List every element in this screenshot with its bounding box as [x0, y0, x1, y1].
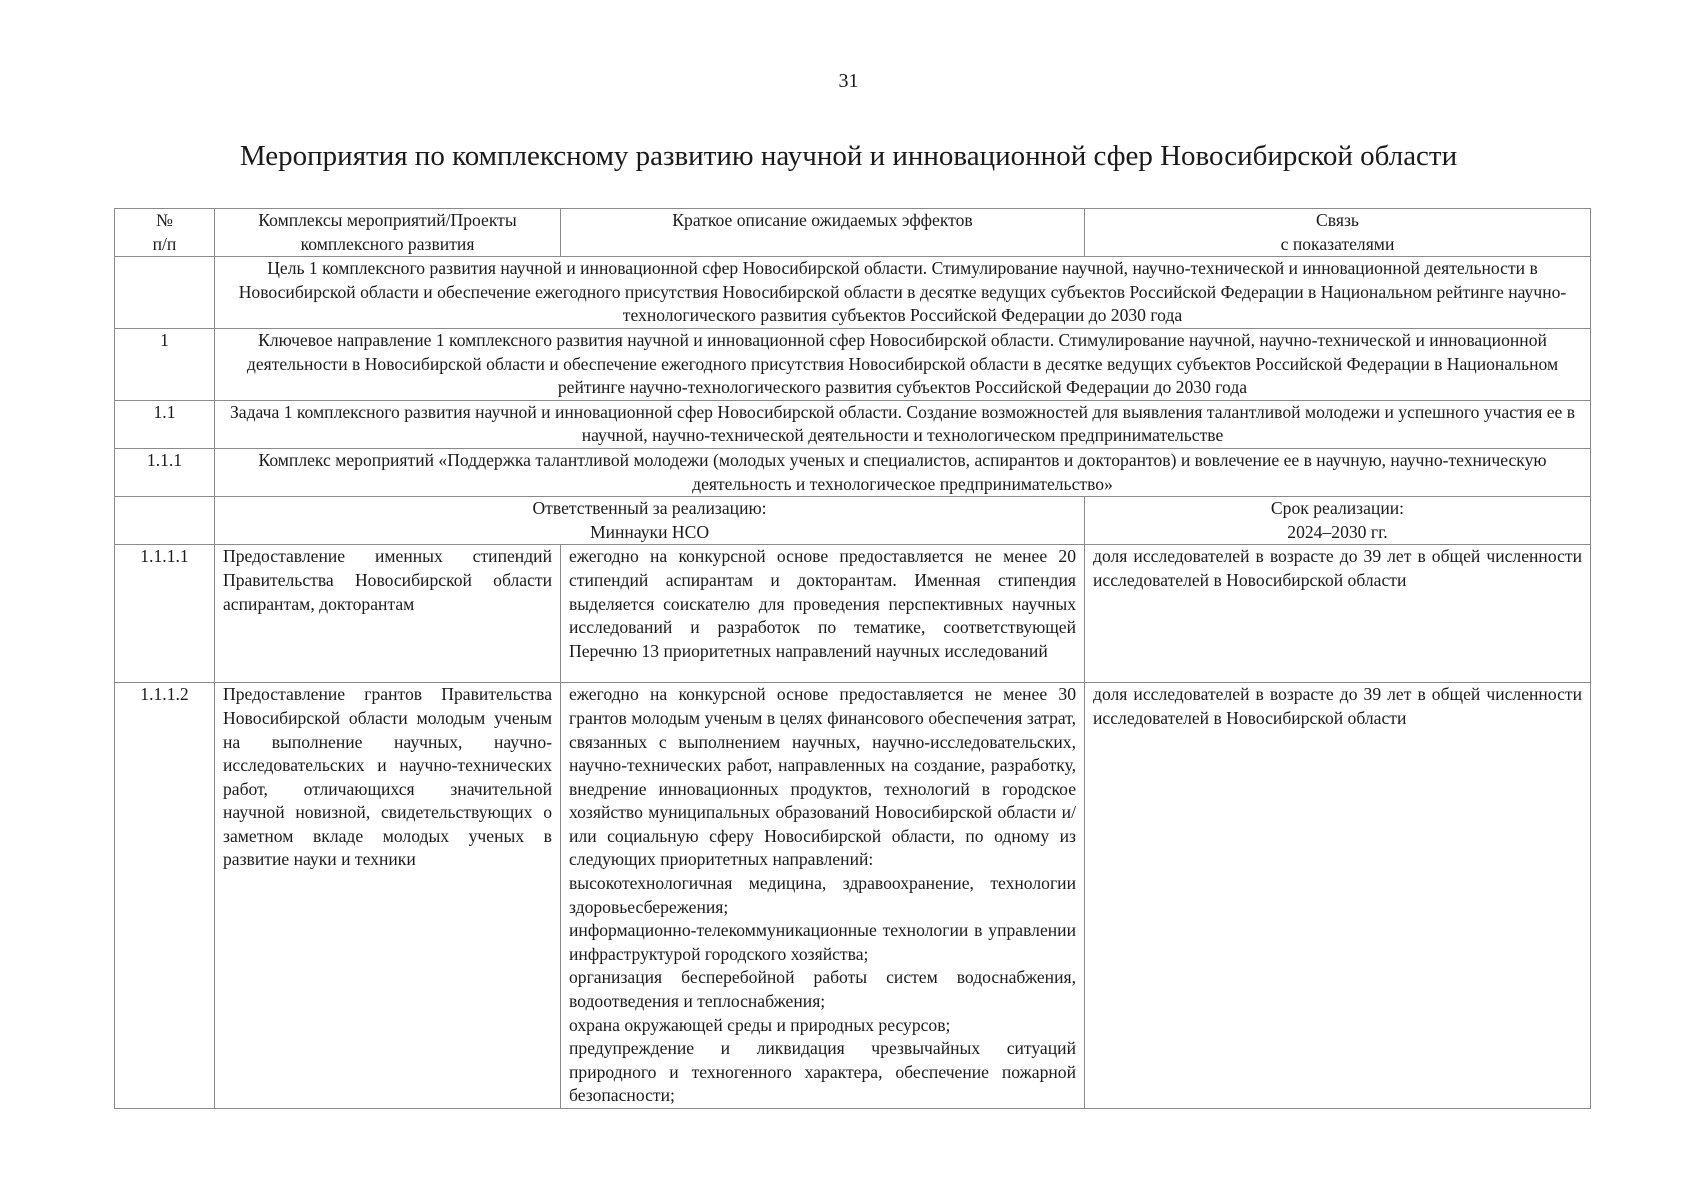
effects-line: ежегодно на конкурсной основе предоставляется не менее 30 грантов молодым ученым в целях финансового обеспечения затрат, связанных с выполнением научных, научно-исследовательских, научно-технических работ, направленных на создание, разработку, внедрение инновационных продуктов, технологий в городское хозяйство муниципальных образований Новосибирской области и/или социальную сферу Новосибирской области, по одному из следующих приоритетных направлений:: [569, 684, 1076, 870]
task-number: 1.1: [115, 400, 215, 448]
row-effects: [561, 545, 1085, 683]
row-effects: [561, 683, 1085, 1109]
direction-number: 1: [115, 328, 215, 400]
header-projects: Комплексы мероприятий/Проекты комплексного развития: [215, 209, 561, 257]
effects-line: организация бесперебойной работы систем водоснабжения, водоотведения и теплоснабжения;: [569, 967, 1076, 1012]
responsible-row: [115, 497, 1591, 545]
responsible-number-cell: [115, 497, 215, 545]
term-label: Срок реализации:: [1270, 498, 1405, 519]
effects-line: предупреждение и ликвидация чрезвычайных ситуаций природного и техногенного характера, обеспечение пожарной безопасности;: [569, 1038, 1076, 1106]
goal-text: Цель 1 комплексного развития научной и инновационной сфер Новосибирской области. Стимулирование научной, научно-технической и инновационной деятельности в Новосибирской области и обеспечение ежегодного присутствия Новосибирской области в десятке ведущих субъектов Российской Федерации в Национальном рейтинге научно-технологического развития субъектов Российской Федерации до 2030 года: [215, 257, 1591, 329]
table-row: [115, 683, 1591, 1109]
term-value: 2024–2030 гг.: [1287, 521, 1388, 542]
goal-number-cell: [115, 257, 215, 329]
measures-table: [114, 208, 1591, 1109]
goal-row: [115, 257, 1591, 329]
responsible-cell: [215, 497, 1085, 545]
term-cell: [1085, 497, 1591, 545]
row-project: Предоставление именных стипендий Правительства Новосибирской области аспирантам, докторантам: [215, 545, 561, 683]
row-indicator: доля исследователей в возрасте до 39 лет в общей численности исследователей в Новосибирской области: [1085, 545, 1591, 683]
task-text: Задача 1 комплексного развития научной и инновационной сфер Новосибирской области. Создание возможностей для выявления талантливой молодежи и успешного участия ее в научной, научно-технической деятельности и технологическом предпринимательстве: [215, 400, 1591, 448]
effects-line: высокотехнологичная медицина, здравоохранение, технологии здоровьесбережения;: [569, 873, 1076, 917]
page-title: Мероприятия по комплексному развитию научной и инновационной сфер Новосибирской области: [239, 140, 1458, 172]
row-project: Предоставление грантов Правительства Новосибирской области молодым ученым на выполнение научных, научно-исследовательских и научно-технических работ, отличающихся значительной научной новизной, свидетельствующих о заметном вкладе молодых ученых в развитие науки и техники: [215, 683, 561, 1109]
row-indicator: доля исследователей в возрасте до 39 лет в общей численности исследователей в Новосибирской области: [1085, 683, 1591, 1109]
effects-line: информационно-телекоммуникационные технологии в управлении инфраструктурой городского хозяйства;: [569, 920, 1076, 964]
row-number: 1.1.1.1: [115, 545, 215, 683]
table-row: [115, 545, 1591, 683]
complex-number: 1.1.1: [115, 448, 215, 496]
effects-line: ежегодно на конкурсной основе предоставляется не менее 20 стипендий аспирантам и докторантам. Именная стипендия выделяется соискателю для проведения перспективных научных исследований и разработок по тематике, соответствующей Перечню 13 приоритетных направлений научных исследований: [569, 546, 1076, 661]
table-header-row: [115, 209, 1591, 257]
direction-text: Ключевое направление 1 комплексного развития научной и инновационной сфер Новосибирской области. Стимулирование научной, научно-технической и инновационной деятельности в Новосибирской области и обеспечение ежегодного присутствия Новосибирской области в десятке ведущих субъектов Российской Федерации в Национальном рейтинге научно-технологического развития субъектов Российской Федерации до 2030 года: [215, 328, 1591, 400]
effects-line: охрана окружающей среды и природных ресурсов;: [569, 1014, 951, 1035]
row-number: 1.1.1.2: [115, 683, 215, 1109]
header-effects: Краткое описание ожидаемых эффектов: [561, 209, 1085, 257]
direction-row: [115, 328, 1591, 400]
complex-row: [115, 448, 1591, 496]
header-number: № п/п: [115, 209, 215, 257]
task-row: [115, 400, 1591, 448]
responsible-value: Миннауки НСО: [589, 521, 710, 542]
complex-text: Комплекс мероприятий «Поддержка талантливой молодежи (молодых ученых и специалистов, аспирантов и докторантов) и вовлечение ее в научную, научно-техническую деятельность и технологическое предпринимательство»: [215, 448, 1591, 496]
page-number: 31: [838, 70, 859, 92]
responsible-label: Ответственный за реализацию:: [532, 498, 767, 519]
header-indicators: Связь с показателями: [1085, 209, 1591, 257]
